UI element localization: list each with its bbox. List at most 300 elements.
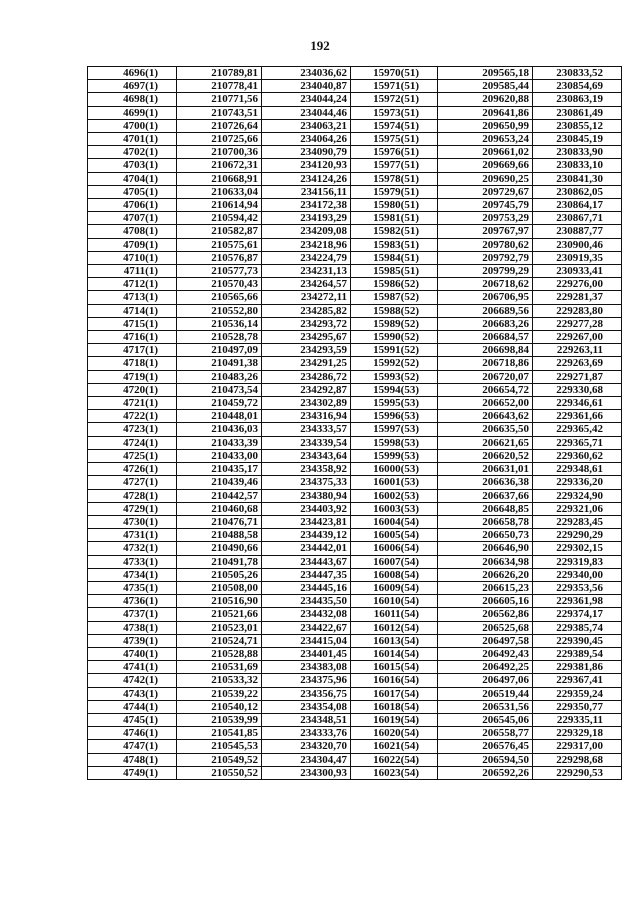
- y-coordinate-cell: 230887,77: [533, 225, 622, 238]
- table-row: [88, 397, 622, 410]
- point-id-cell: 4705(1): [88, 185, 177, 198]
- table-row: [88, 687, 622, 700]
- y-coordinate-cell: 229350,77: [533, 700, 622, 713]
- x-coordinate-cell: 206634,98: [438, 555, 533, 568]
- y-coordinate-cell: 234044,46: [262, 106, 351, 119]
- y-coordinate-cell: 234358,92: [262, 463, 351, 476]
- table-row: [88, 304, 622, 317]
- point-id-cell: 4728(1): [88, 489, 177, 502]
- point-id-cell: 16023(54): [351, 766, 438, 779]
- table-row: [88, 515, 622, 528]
- point-id-cell: 4712(1): [88, 278, 177, 291]
- point-id-cell: 4732(1): [88, 542, 177, 555]
- y-coordinate-cell: 229281,37: [533, 291, 622, 304]
- x-coordinate-cell: 210672,31: [177, 159, 262, 172]
- table-row: [88, 133, 622, 146]
- y-coordinate-cell: 229290,29: [533, 529, 622, 542]
- point-id-cell: 4701(1): [88, 133, 177, 146]
- y-coordinate-cell: 229367,41: [533, 674, 622, 687]
- y-coordinate-cell: 230855,12: [533, 119, 622, 132]
- x-coordinate-cell: 206492,43: [438, 647, 533, 660]
- x-coordinate-cell: 206654,72: [438, 383, 533, 396]
- point-id-cell: 4747(1): [88, 740, 177, 753]
- point-id-cell: 4744(1): [88, 700, 177, 713]
- table-row: [88, 225, 622, 238]
- y-coordinate-cell: 234064,26: [262, 133, 351, 146]
- table-row: [88, 423, 622, 436]
- x-coordinate-cell: 206718,86: [438, 357, 533, 370]
- table-row: [88, 278, 622, 291]
- y-coordinate-cell: 230919,35: [533, 251, 622, 264]
- x-coordinate-cell: 209669,66: [438, 159, 533, 172]
- y-coordinate-cell: 229360,62: [533, 449, 622, 462]
- y-coordinate-cell: 234231,13: [262, 265, 351, 278]
- table-row: [88, 106, 622, 119]
- x-coordinate-cell: 206648,85: [438, 502, 533, 515]
- x-coordinate-cell: 210570,43: [177, 278, 262, 291]
- x-coordinate-cell: 206689,56: [438, 304, 533, 317]
- y-coordinate-cell: 234447,35: [262, 568, 351, 581]
- y-coordinate-cell: 234124,26: [262, 172, 351, 185]
- point-id-cell: 4727(1): [88, 476, 177, 489]
- table-row: [88, 344, 622, 357]
- x-coordinate-cell: 209661,02: [438, 146, 533, 159]
- y-coordinate-cell: 229290,53: [533, 766, 622, 779]
- x-coordinate-cell: 210508,00: [177, 581, 262, 594]
- table-row: [88, 265, 622, 278]
- point-id-cell: 4720(1): [88, 383, 177, 396]
- y-coordinate-cell: 234272,11: [262, 291, 351, 304]
- table-row: [88, 172, 622, 185]
- y-coordinate-cell: 229361,98: [533, 595, 622, 608]
- y-coordinate-cell: 234316,94: [262, 410, 351, 423]
- y-coordinate-cell: 234156,11: [262, 185, 351, 198]
- point-id-cell: 4723(1): [88, 423, 177, 436]
- x-coordinate-cell: 206497,58: [438, 634, 533, 647]
- table-row: [88, 93, 622, 106]
- table-row: [88, 568, 622, 581]
- x-coordinate-cell: 210483,26: [177, 370, 262, 383]
- x-coordinate-cell: 206636,38: [438, 476, 533, 489]
- point-id-cell: 4748(1): [88, 753, 177, 766]
- y-coordinate-cell: 234304,47: [262, 753, 351, 766]
- point-id-cell: 16017(54): [351, 687, 438, 700]
- x-coordinate-cell: 209653,24: [438, 133, 533, 146]
- x-coordinate-cell: 210552,80: [177, 304, 262, 317]
- y-coordinate-cell: 229277,28: [533, 317, 622, 330]
- point-id-cell: 15981(51): [351, 212, 438, 225]
- x-coordinate-cell: 206620,52: [438, 449, 533, 462]
- y-coordinate-cell: 234320,70: [262, 740, 351, 753]
- point-id-cell: 15986(52): [351, 278, 438, 291]
- point-id-cell: 15992(52): [351, 357, 438, 370]
- point-id-cell: 15989(52): [351, 317, 438, 330]
- y-coordinate-cell: 234375,96: [262, 674, 351, 687]
- y-coordinate-cell: 230854,69: [533, 80, 622, 93]
- x-coordinate-cell: 210539,99: [177, 713, 262, 726]
- y-coordinate-cell: 234333,76: [262, 727, 351, 740]
- table-row: [88, 753, 622, 766]
- point-id-cell: 4736(1): [88, 595, 177, 608]
- x-coordinate-cell: 206684,57: [438, 331, 533, 344]
- point-id-cell: 4711(1): [88, 265, 177, 278]
- x-coordinate-cell: 206615,23: [438, 581, 533, 594]
- table-row: [88, 595, 622, 608]
- y-coordinate-cell: 230863,19: [533, 93, 622, 106]
- x-coordinate-cell: 209792,79: [438, 251, 533, 264]
- y-coordinate-cell: 230833,90: [533, 146, 622, 159]
- point-id-cell: 16007(54): [351, 555, 438, 568]
- point-id-cell: 15978(51): [351, 172, 438, 185]
- y-coordinate-cell: 229340,00: [533, 568, 622, 581]
- y-coordinate-cell: 234293,72: [262, 317, 351, 330]
- point-id-cell: 16021(54): [351, 740, 438, 753]
- y-coordinate-cell: 230833,52: [533, 67, 622, 80]
- x-coordinate-cell: 206635,50: [438, 423, 533, 436]
- x-coordinate-cell: 210743,51: [177, 106, 262, 119]
- table-row: [88, 159, 622, 172]
- point-id-cell: 15970(51): [351, 67, 438, 80]
- point-id-cell: 4704(1): [88, 172, 177, 185]
- x-coordinate-cell: 210545,53: [177, 740, 262, 753]
- table-row: [88, 766, 622, 779]
- x-coordinate-cell: 206519,44: [438, 687, 533, 700]
- x-coordinate-cell: 209753,29: [438, 212, 533, 225]
- point-id-cell: 15990(52): [351, 331, 438, 344]
- point-id-cell: 4722(1): [88, 410, 177, 423]
- y-coordinate-cell: 229319,83: [533, 555, 622, 568]
- y-coordinate-cell: 234293,59: [262, 344, 351, 357]
- point-id-cell: 16011(54): [351, 608, 438, 621]
- table-row: [88, 674, 622, 687]
- y-coordinate-cell: 234343,64: [262, 449, 351, 462]
- x-coordinate-cell: 210460,68: [177, 502, 262, 515]
- point-id-cell: 15980(51): [351, 199, 438, 212]
- table-row: [88, 199, 622, 212]
- y-coordinate-cell: 234291,25: [262, 357, 351, 370]
- y-coordinate-cell: 229361,66: [533, 410, 622, 423]
- y-coordinate-cell: 229283,80: [533, 304, 622, 317]
- x-coordinate-cell: 206621,65: [438, 436, 533, 449]
- point-id-cell: 15987(52): [351, 291, 438, 304]
- x-coordinate-cell: 206492,25: [438, 661, 533, 674]
- x-coordinate-cell: 209650,99: [438, 119, 533, 132]
- point-id-cell: 4745(1): [88, 713, 177, 726]
- x-coordinate-cell: 210550,52: [177, 766, 262, 779]
- table-row: [88, 661, 622, 674]
- table-row: [88, 621, 622, 634]
- x-coordinate-cell: 210549,52: [177, 753, 262, 766]
- y-coordinate-cell: 229263,11: [533, 344, 622, 357]
- y-coordinate-cell: 234445,16: [262, 581, 351, 594]
- y-coordinate-cell: 229365,71: [533, 436, 622, 449]
- y-coordinate-cell: 229283,45: [533, 515, 622, 528]
- y-coordinate-cell: 230900,46: [533, 238, 622, 251]
- point-id-cell: 4721(1): [88, 397, 177, 410]
- point-id-cell: 15983(51): [351, 238, 438, 251]
- x-coordinate-cell: 206631,01: [438, 463, 533, 476]
- point-id-cell: 15979(51): [351, 185, 438, 198]
- point-id-cell: 4743(1): [88, 687, 177, 700]
- y-coordinate-cell: 234333,57: [262, 423, 351, 436]
- y-coordinate-cell: 229298,68: [533, 753, 622, 766]
- x-coordinate-cell: 210521,66: [177, 608, 262, 621]
- x-coordinate-cell: 210490,66: [177, 542, 262, 555]
- x-coordinate-cell: 206594,50: [438, 753, 533, 766]
- x-coordinate-cell: 209620,88: [438, 93, 533, 106]
- point-id-cell: 15997(53): [351, 423, 438, 436]
- table-row: [88, 370, 622, 383]
- x-coordinate-cell: 210488,58: [177, 529, 262, 542]
- y-coordinate-cell: 229324,90: [533, 489, 622, 502]
- x-coordinate-cell: 206576,45: [438, 740, 533, 753]
- y-coordinate-cell: 234300,93: [262, 766, 351, 779]
- x-coordinate-cell: 209767,97: [438, 225, 533, 238]
- point-id-cell: 16008(54): [351, 568, 438, 581]
- point-id-cell: 15977(51): [351, 159, 438, 172]
- y-coordinate-cell: 234435,50: [262, 595, 351, 608]
- page-number: 192: [310, 38, 330, 53]
- x-coordinate-cell: 210436,03: [177, 423, 262, 436]
- table-row: [88, 489, 622, 502]
- y-coordinate-cell: 229346,61: [533, 397, 622, 410]
- table-row: [88, 740, 622, 753]
- y-coordinate-cell: 234218,96: [262, 238, 351, 251]
- table-row: [88, 647, 622, 660]
- x-coordinate-cell: 206605,16: [438, 595, 533, 608]
- y-coordinate-cell: 230867,71: [533, 212, 622, 225]
- point-id-cell: 4716(1): [88, 331, 177, 344]
- y-coordinate-cell: 234295,67: [262, 331, 351, 344]
- point-id-cell: 16010(54): [351, 595, 438, 608]
- y-coordinate-cell: 234040,87: [262, 80, 351, 93]
- x-coordinate-cell: 210433,00: [177, 449, 262, 462]
- point-id-cell: 15998(53): [351, 436, 438, 449]
- point-id-cell: 16019(54): [351, 713, 438, 726]
- x-coordinate-cell: 210576,87: [177, 251, 262, 264]
- point-id-cell: 16009(54): [351, 581, 438, 594]
- point-id-cell: 4749(1): [88, 766, 177, 779]
- point-id-cell: 4742(1): [88, 674, 177, 687]
- x-coordinate-cell: 210771,56: [177, 93, 262, 106]
- y-coordinate-cell: 234401,45: [262, 647, 351, 660]
- y-coordinate-cell: 229271,87: [533, 370, 622, 383]
- x-coordinate-cell: 210541,85: [177, 727, 262, 740]
- y-coordinate-cell: 229336,20: [533, 476, 622, 489]
- y-coordinate-cell: 234264,57: [262, 278, 351, 291]
- table-row: [88, 146, 622, 159]
- y-coordinate-cell: 230845,19: [533, 133, 622, 146]
- y-coordinate-cell: 234063,21: [262, 119, 351, 132]
- x-coordinate-cell: 210633,04: [177, 185, 262, 198]
- x-coordinate-cell: 210459,72: [177, 397, 262, 410]
- y-coordinate-cell: 230833,10: [533, 159, 622, 172]
- point-id-cell: 4696(1): [88, 67, 177, 80]
- x-coordinate-cell: 206637,66: [438, 489, 533, 502]
- point-id-cell: 4700(1): [88, 119, 177, 132]
- table-row: [88, 291, 622, 304]
- x-coordinate-cell: 206706,95: [438, 291, 533, 304]
- point-id-cell: 4731(1): [88, 529, 177, 542]
- y-coordinate-cell: 230864,17: [533, 199, 622, 212]
- point-id-cell: 16014(54): [351, 647, 438, 660]
- table-row: [88, 212, 622, 225]
- x-coordinate-cell: 206562,86: [438, 608, 533, 621]
- table-row: [88, 67, 622, 80]
- x-coordinate-cell: 210528,78: [177, 331, 262, 344]
- point-id-cell: 16022(54): [351, 753, 438, 766]
- y-coordinate-cell: 234044,24: [262, 93, 351, 106]
- table-row: [88, 331, 622, 344]
- x-coordinate-cell: 209641,86: [438, 106, 533, 119]
- x-coordinate-cell: 210435,17: [177, 463, 262, 476]
- table-row: [88, 238, 622, 251]
- table-row: [88, 542, 622, 555]
- y-coordinate-cell: 229385,74: [533, 621, 622, 634]
- y-coordinate-cell: 229302,15: [533, 542, 622, 555]
- y-coordinate-cell: 229381,86: [533, 661, 622, 674]
- x-coordinate-cell: 206658,78: [438, 515, 533, 528]
- point-id-cell: 4708(1): [88, 225, 177, 238]
- point-id-cell: 4718(1): [88, 357, 177, 370]
- y-coordinate-cell: 234383,08: [262, 661, 351, 674]
- y-coordinate-cell: 234090,79: [262, 146, 351, 159]
- point-id-cell: 4699(1): [88, 106, 177, 119]
- point-id-cell: 4734(1): [88, 568, 177, 581]
- table-row: [88, 581, 622, 594]
- x-coordinate-cell: 206558,77: [438, 727, 533, 740]
- y-coordinate-cell: 234172,38: [262, 199, 351, 212]
- point-id-cell: 4709(1): [88, 238, 177, 251]
- y-coordinate-cell: 234120,93: [262, 159, 351, 172]
- x-coordinate-cell: 206545,06: [438, 713, 533, 726]
- x-coordinate-cell: 210531,69: [177, 661, 262, 674]
- y-coordinate-cell: 229335,11: [533, 713, 622, 726]
- x-coordinate-cell: 210700,36: [177, 146, 262, 159]
- point-id-cell: 4707(1): [88, 212, 177, 225]
- point-id-cell: 15996(53): [351, 410, 438, 423]
- point-id-cell: 15984(51): [351, 251, 438, 264]
- point-id-cell: 4738(1): [88, 621, 177, 634]
- y-coordinate-cell: 234209,08: [262, 225, 351, 238]
- x-coordinate-cell: 210540,12: [177, 700, 262, 713]
- point-id-cell: 4729(1): [88, 502, 177, 515]
- x-coordinate-cell: 206531,56: [438, 700, 533, 713]
- x-coordinate-cell: 210582,87: [177, 225, 262, 238]
- x-coordinate-cell: 209690,25: [438, 172, 533, 185]
- table-row: [88, 502, 622, 515]
- y-coordinate-cell: 234422,67: [262, 621, 351, 634]
- y-coordinate-cell: 229330,68: [533, 383, 622, 396]
- point-id-cell: 15995(53): [351, 397, 438, 410]
- x-coordinate-cell: 210491,78: [177, 555, 262, 568]
- point-id-cell: 15999(53): [351, 449, 438, 462]
- x-coordinate-cell: 210594,42: [177, 212, 262, 225]
- point-id-cell: 15973(51): [351, 106, 438, 119]
- x-coordinate-cell: 210473,54: [177, 383, 262, 396]
- y-coordinate-cell: 229365,42: [533, 423, 622, 436]
- point-id-cell: 16015(54): [351, 661, 438, 674]
- y-coordinate-cell: 234292,87: [262, 383, 351, 396]
- point-id-cell: 15971(51): [351, 80, 438, 93]
- x-coordinate-cell: 210491,38: [177, 357, 262, 370]
- point-id-cell: 4697(1): [88, 80, 177, 93]
- y-coordinate-cell: 230862,05: [533, 185, 622, 198]
- point-id-cell: 15976(51): [351, 146, 438, 159]
- y-coordinate-cell: 234036,62: [262, 67, 351, 80]
- y-coordinate-cell: 234443,67: [262, 555, 351, 568]
- y-coordinate-cell: 234375,33: [262, 476, 351, 489]
- y-coordinate-cell: 229390,45: [533, 634, 622, 647]
- y-coordinate-cell: 234286,72: [262, 370, 351, 383]
- y-coordinate-cell: 229348,61: [533, 463, 622, 476]
- point-id-cell: 4737(1): [88, 608, 177, 621]
- point-id-cell: 4703(1): [88, 159, 177, 172]
- y-coordinate-cell: 229317,00: [533, 740, 622, 753]
- x-coordinate-cell: 206718,62: [438, 278, 533, 291]
- table-row: [88, 727, 622, 740]
- x-coordinate-cell: 206626,20: [438, 568, 533, 581]
- point-id-cell: 16002(53): [351, 489, 438, 502]
- table-row: [88, 410, 622, 423]
- coordinates-table: [87, 66, 622, 780]
- table-row: [88, 529, 622, 542]
- point-id-cell: 4715(1): [88, 317, 177, 330]
- x-coordinate-cell: 210497,09: [177, 344, 262, 357]
- y-coordinate-cell: 234415,04: [262, 634, 351, 647]
- point-id-cell: 15991(52): [351, 344, 438, 357]
- point-id-cell: 15985(51): [351, 265, 438, 278]
- x-coordinate-cell: 210523,01: [177, 621, 262, 634]
- point-id-cell: 16016(54): [351, 674, 438, 687]
- point-id-cell: 16005(54): [351, 529, 438, 542]
- point-id-cell: 15974(51): [351, 119, 438, 132]
- table-row: [88, 608, 622, 621]
- x-coordinate-cell: 206525,68: [438, 621, 533, 634]
- y-coordinate-cell: 234302,89: [262, 397, 351, 410]
- x-coordinate-cell: 206650,73: [438, 529, 533, 542]
- x-coordinate-cell: 210575,61: [177, 238, 262, 251]
- y-coordinate-cell: 234380,94: [262, 489, 351, 502]
- point-id-cell: 4724(1): [88, 436, 177, 449]
- y-coordinate-cell: 234354,08: [262, 700, 351, 713]
- point-id-cell: 4710(1): [88, 251, 177, 264]
- y-coordinate-cell: 229389,54: [533, 647, 622, 660]
- y-coordinate-cell: 234285,82: [262, 304, 351, 317]
- table-row: [88, 449, 622, 462]
- point-id-cell: 4713(1): [88, 291, 177, 304]
- y-coordinate-cell: 229359,24: [533, 687, 622, 700]
- point-id-cell: 16018(54): [351, 700, 438, 713]
- x-coordinate-cell: 210442,57: [177, 489, 262, 502]
- point-id-cell: 4735(1): [88, 581, 177, 594]
- point-id-cell: 16003(53): [351, 502, 438, 515]
- point-id-cell: 4730(1): [88, 515, 177, 528]
- y-coordinate-cell: 230933,41: [533, 265, 622, 278]
- point-id-cell: 4719(1): [88, 370, 177, 383]
- x-coordinate-cell: 209729,67: [438, 185, 533, 198]
- y-coordinate-cell: 234348,51: [262, 713, 351, 726]
- point-id-cell: 15982(51): [351, 225, 438, 238]
- point-id-cell: 15993(52): [351, 370, 438, 383]
- y-coordinate-cell: 234403,92: [262, 502, 351, 515]
- point-id-cell: 4714(1): [88, 304, 177, 317]
- y-coordinate-cell: 229374,17: [533, 608, 622, 621]
- x-coordinate-cell: 210505,26: [177, 568, 262, 581]
- y-coordinate-cell: 234432,08: [262, 608, 351, 621]
- x-coordinate-cell: 210726,64: [177, 119, 262, 132]
- y-coordinate-cell: 234442,01: [262, 542, 351, 555]
